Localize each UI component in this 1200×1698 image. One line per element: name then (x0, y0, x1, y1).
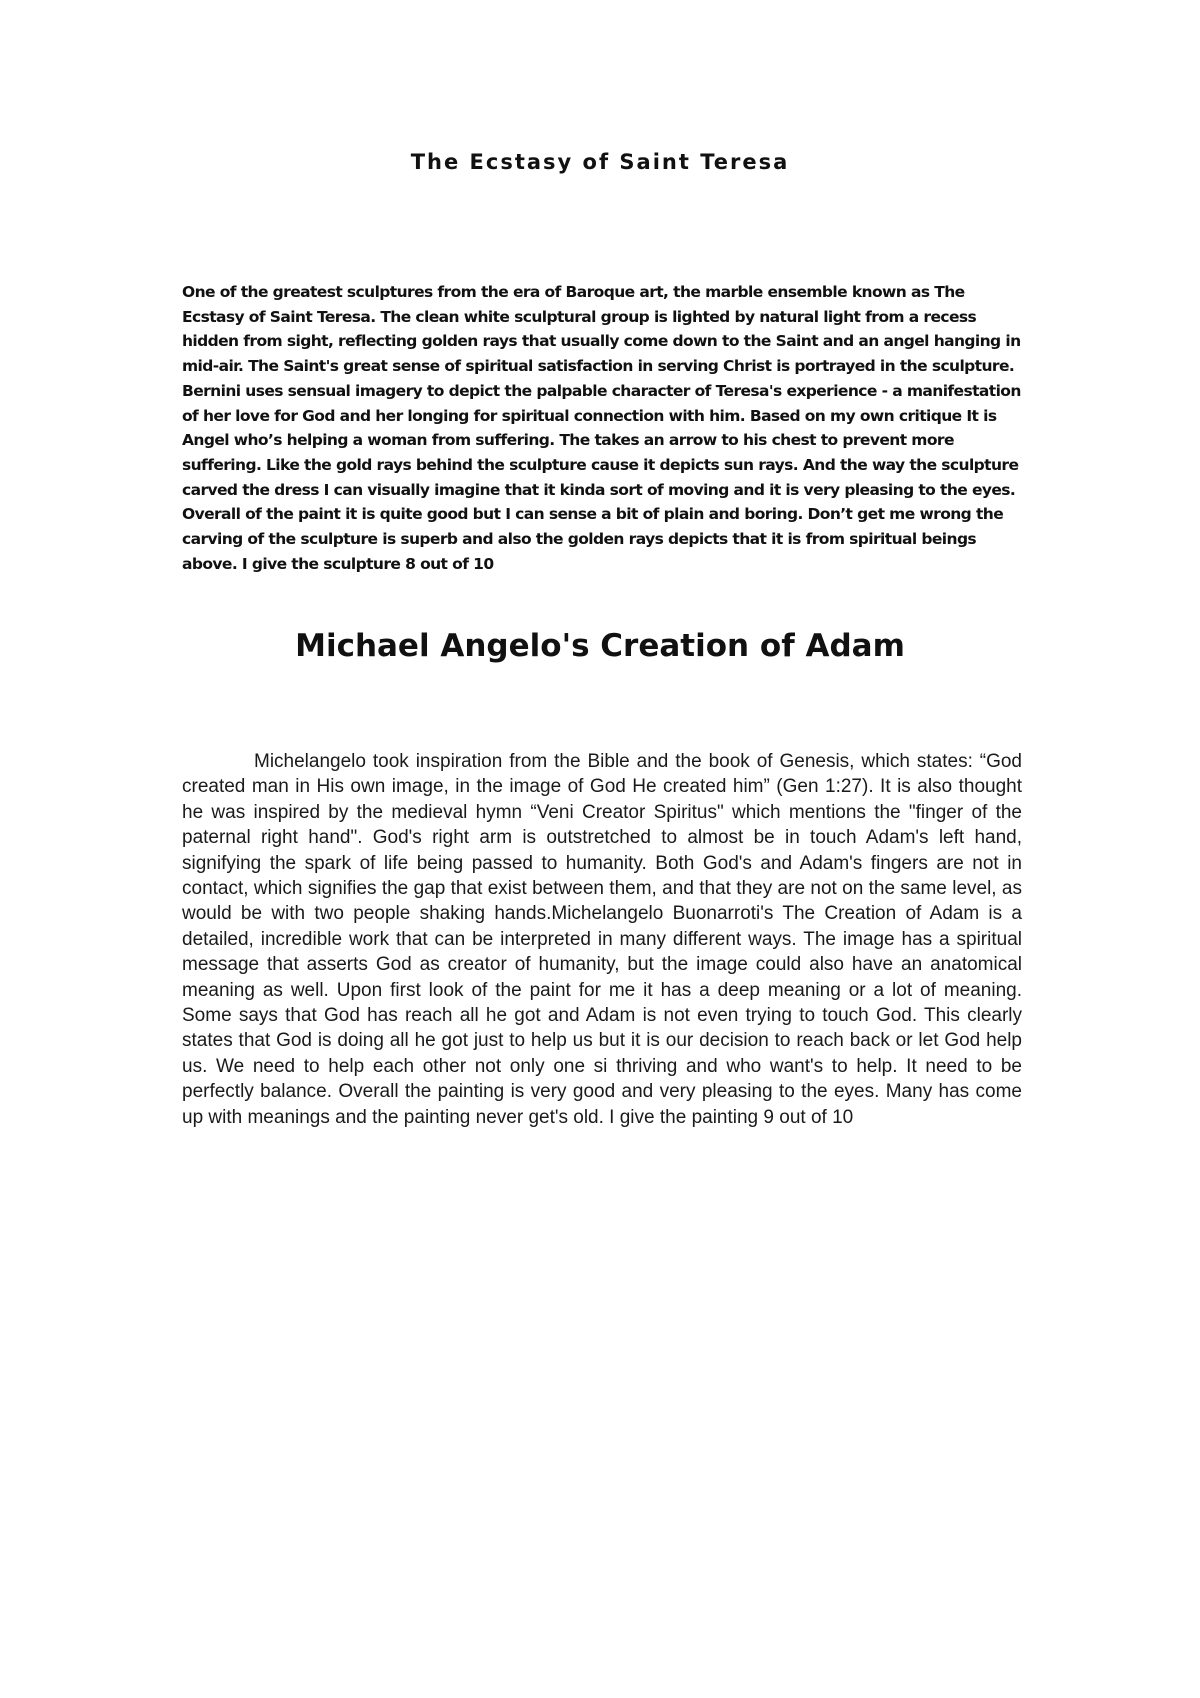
creation-of-adam-paragraph: Michelangelo took inspiration from the Bible and the book of Genesis, which states: “God created man in His own image, in the image of God He created him” (Gen 1:27). It is also thought he was inspired by the medieval hymn “Veni Creator Spiritus" which mentions the "finger of the paternal right hand". God's right arm is outstretched to almost be in touch Adam's left hand, signifying the spark of life being passed to humanity. Both God's and Adam's fingers are not in contact, which signifies the gap that exist between them, and that they are not on the same level, as would be with two people shaking hands.Michelangelo Buonarroti's The Creation of Adam is a detailed, incredible work that can be interpreted in many different ways. The image has a spiritual message that asserts God as creator of humanity, but the image could also have an anatomical meaning as well. Upon first look of the paint for me it has a deep meaning or a lot of meaning. Some says that God has reach all he got and Adam is not even trying to touch God. This clearly states that God is doing all he got just to help us but it is our decision to reach back or let God help us. We need to help each other not only one si thriving and who want's to help. It need to be perfectly balance. Overall the painting is very good and very pleasing to the eyes. Many has come up with meanings and the painting never get's old. I give the painting 9 out of 10 (182, 751, 1022, 1128)
creation-of-adam-title: Michael Angelo's Creation of Adam (295, 628, 905, 664)
saint-teresa-paragraph: One of the greatest sculptures from the era of Baroque art, the marble ensemble known as The Ecstasy of Saint Teresa. The clean white sculptural group is lighted by natural light from a recess hidden from sight, reflecting golden rays that usually come down to the Saint and an angel hanging in mid-air. The Saint's great sense of spiritual satisfaction in serving Christ is portrayed in the sculpture. Bernini uses sensual imagery to depict the palpable character of Teresa's experience - a manifestation of her love for God and her longing for spiritual connection with him. Based on my own critique It is Angel who’s helping a woman from suffering. The takes an arrow to his chest to prevent more suffering. Like the gold rays behind the sculpture cause it depicts sun rays. And the way the sculpture carved the dress I can visually imagine that it kinda sort of moving and it is very pleasing to the eyes. Overall of the paint it is quite good but I can sense a bit of plain and boring. Don’t get me wrong the carving of the sculpture is superb and also the golden rays depicts that it is from spiritual beings above. I give the sculpture 8 out of 10 (182, 283, 1021, 573)
saint-teresa-title: The Ecstasy of Saint Teresa (410, 150, 790, 174)
